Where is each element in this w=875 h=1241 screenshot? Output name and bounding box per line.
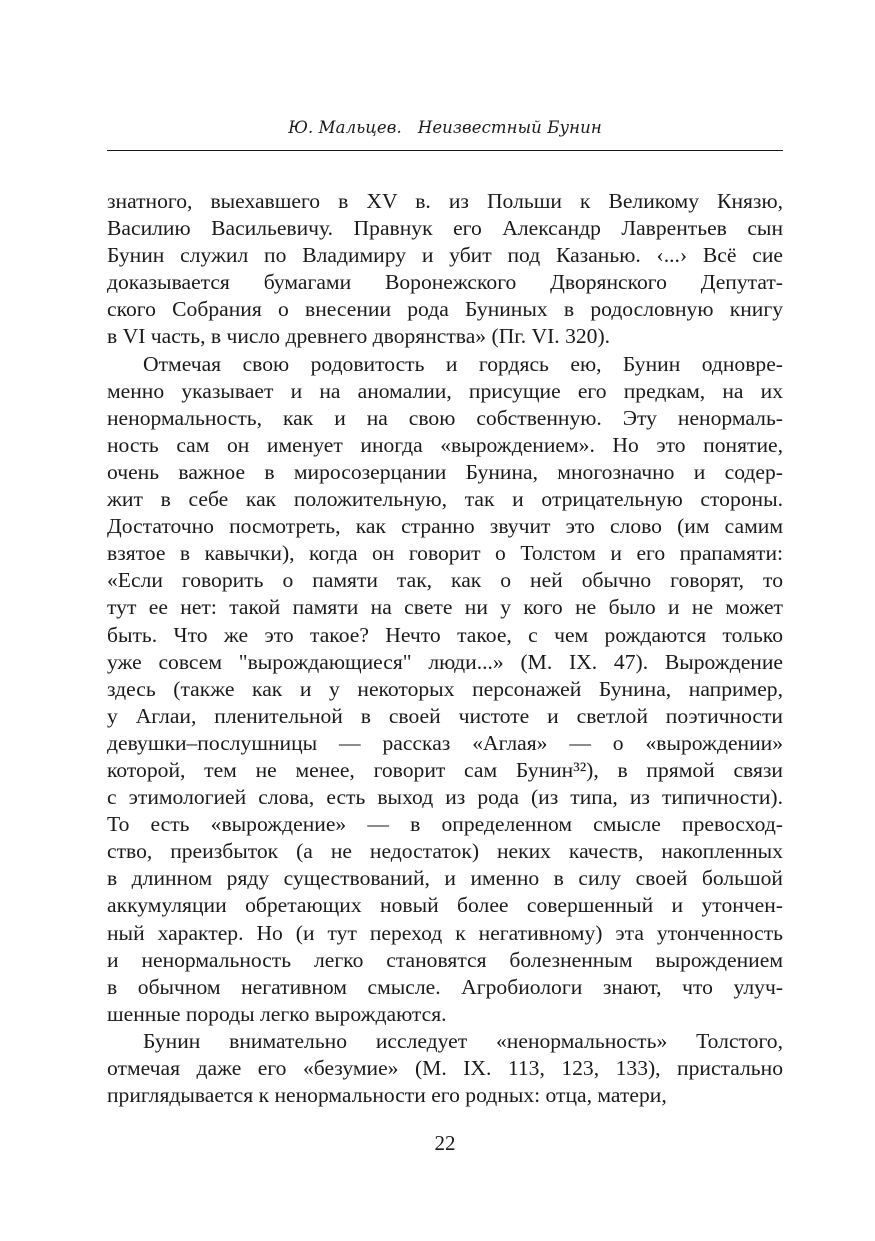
text-line: Достаточно посмотреть, как странно звучит это слово (им самим — [107, 514, 783, 539]
text-line: Бунин внимательно исследует «ненормальность» Толстого, — [143, 1028, 783, 1053]
text-line: ность сам он именует иногда «вырождением». Но это понятие, — [107, 432, 783, 457]
body-text — [107, 188, 783, 1109]
text-line: отмечая даже его «безумие» (М. IX. 113, 123, 133), пристально — [107, 1056, 783, 1080]
paragraph — [107, 188, 783, 351]
text-line: аккумуляции обретающих новый более совершенный и утончен- — [107, 893, 783, 918]
text-line: у Аглаи, пленительной в своей чистоте и светлой поэтичности — [107, 703, 783, 728]
text-line: ный характер. Но (и тут переход к негативному) эта утонченность — [107, 920, 783, 945]
text-line: в VI часть, в число древнего дворянства» (Пг. VI. 320). — [107, 324, 611, 349]
text-line: доказывается бумагами Воронежского Дворянского Депутат- — [107, 270, 783, 295]
text-line: «Если говорить о памяти так, как о ней обычно говорят, то — [107, 568, 783, 593]
text-line: которой, тем не менее, говорит сам Бунин³²), в прямой связи — [107, 757, 783, 782]
text-line: приглядывается к ненормальности его родных: отца, матери, — [107, 1083, 667, 1108]
text-line: уже совсем "вырождающиеся" люди...» (М. IX. 47). Вырождение — [107, 649, 783, 674]
text-line: в длинном ряду существований, и именно в силу своей большой — [107, 866, 783, 891]
text-line: ненормальность, как и на свою собственную. Эту ненормаль- — [107, 405, 783, 430]
header-author: Ю. Мальцев. — [288, 118, 402, 137]
text-line: тут ее нет: такой памяти на свете ни у кого не было и не может — [107, 595, 783, 620]
text-line: очень важное в миросозерцании Бунина, многозначно и содер- — [107, 459, 783, 484]
text-line: быть. Что же это такое? Нечто такое, с чем рождаются только — [107, 622, 783, 647]
text-line: здесь (также как и у некоторых персонажей Бунина, например, — [107, 676, 783, 701]
text-line: девушки–послушницы — рассказ «Аглая» — о «вырождении» — [107, 730, 783, 755]
paragraph — [107, 351, 783, 1028]
page-number: 22 — [434, 1131, 456, 1155]
text-line: То есть «вырождение» — в определенном смысле превосход- — [107, 812, 783, 837]
header-rule — [107, 150, 783, 151]
text-line: Бунин служил по Владимиру и убит под Казанью. ‹...› Всё сие — [107, 243, 783, 268]
text-line: с этимологией слова, есть выход из рода (из типа, из типичности). — [107, 785, 783, 810]
text-line: жит в себе как положительную, так и отрицательную стороны. — [107, 487, 783, 512]
running-header — [107, 118, 783, 137]
text-line: ство, преизбыток (а не недостаток) неких качеств, накопленных — [107, 839, 783, 864]
text-line: в обычном негативном смысле. Агробиологи знают, что улуч- — [107, 974, 783, 999]
text-line: менно указывает и на аномалии, присущие его предкам, на их — [107, 378, 783, 403]
text-line: ского Собрания о внесении рода Буниных в родословную книгу — [107, 297, 783, 322]
text-line: шенные породы легко вырождаются. — [107, 1001, 447, 1026]
text-line: взятое в кавычки), когда он говорит о Толстом и его прапамяти: — [107, 541, 783, 566]
text-line: и ненормальность легко становятся болезненным вырождением — [107, 947, 783, 972]
text-line: Отмечая свою родовитость и гордясь ею, Бунин одновре- — [143, 351, 783, 376]
paragraph — [107, 1028, 783, 1109]
text-line: Василию Васильевичу. Правнук его Александр Лаврентьев сын — [107, 216, 783, 241]
text-line: знатного, выехавшего в XV в. из Польши к Великому Князю, — [107, 189, 783, 213]
header-title: Неизвестный Бунин — [417, 118, 602, 137]
